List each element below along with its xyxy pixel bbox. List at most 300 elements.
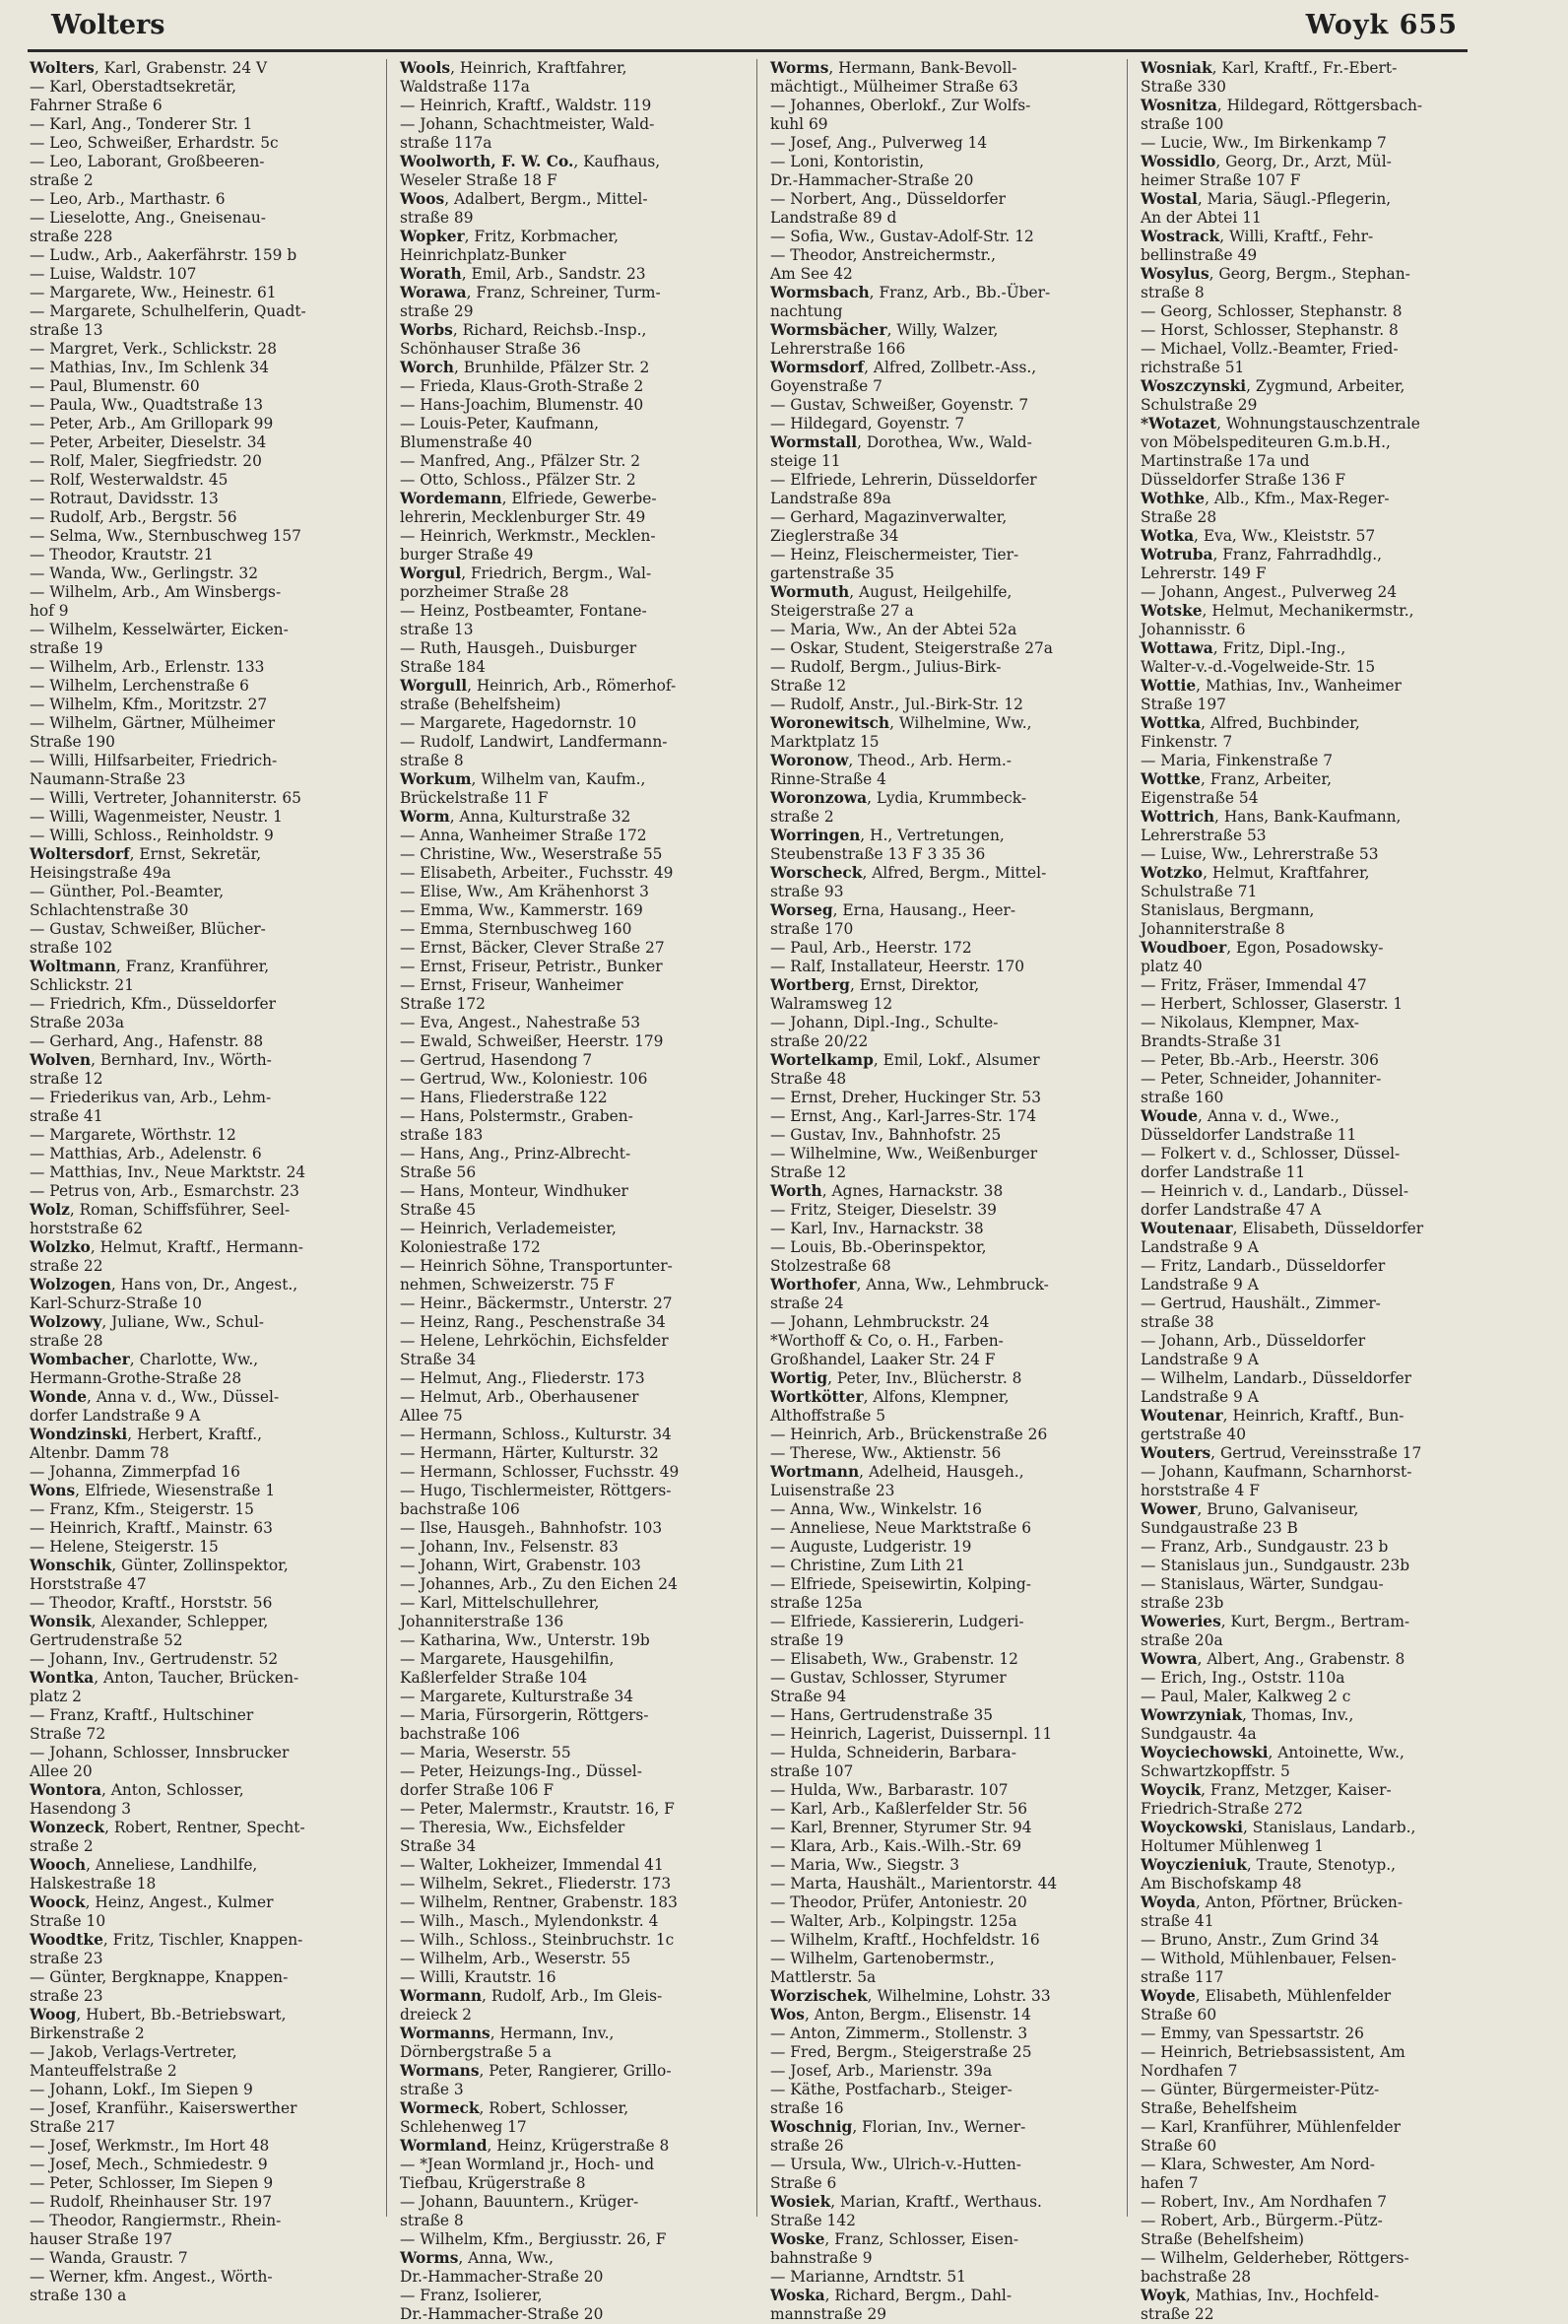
directory-line: Worgull, Heinrich, Arb., Römerhof- — [400, 677, 677, 695]
directory-line: Wortkötter, Alfons, Klempner, — [770, 1388, 1010, 1406]
directory-line: straße (Behelfsheim) — [400, 696, 561, 713]
directory-line: — Ernst, Dreher, Huckinger Str. 53 — [770, 1089, 1042, 1106]
directory-line: straße 23 — [30, 1987, 103, 2005]
directory-line: — Heinz, Rang., Peschenstraße 34 — [400, 1313, 666, 1331]
directory-line: Schlachtenstraße 30 — [30, 901, 189, 919]
directory-line: — Heinrich v. d., Landarb., Düssel- — [1141, 1182, 1409, 1200]
directory-line: Brückelstraße 11 F — [400, 789, 549, 807]
directory-line: — Robert, Arb., Bürgerm.-Pütz- — [1141, 2212, 1383, 2229]
directory-line: Straße 34 — [400, 1351, 477, 1368]
directory-line: straße 8 — [400, 752, 464, 769]
directory-line: — Wilhelm, Sekret., Fliederstr. 173 — [400, 1875, 672, 1892]
directory-line: Landstraße 89 d — [770, 209, 897, 227]
directory-line: Allee 20 — [30, 1762, 93, 1780]
directory-line: Straße 190 — [30, 733, 115, 751]
directory-line: — Heinrich Söhne, Transportunter- — [400, 1257, 673, 1275]
directory-line: — Ursula, Ww., Ulrich-v.-Hutten- — [770, 2156, 1021, 2173]
directory-line: straße 19 — [770, 1631, 844, 1649]
directory-line: — Rolf, Westerwaldstr. 45 — [30, 471, 229, 489]
directory-line: gertstraße 40 — [1141, 1426, 1246, 1443]
directory-line: Woolworth, F. W. Co., Kaufhaus, — [400, 153, 661, 170]
directory-line: straße 26 — [770, 2137, 844, 2155]
directory-line: Wortmann, Adelheid, Hausgeh., — [770, 1463, 1024, 1481]
directory-line: — Lucie, Ww., Im Birkenkamp 7 — [1141, 134, 1387, 152]
directory-line: Landstraße 9 A — [1141, 1238, 1259, 1256]
directory-line: Wonde, Anna v. d., Ww., Düssel- — [30, 1388, 280, 1406]
directory-line: Worm, Anna, Kulturstraße 32 — [400, 808, 631, 826]
directory-line: — Wilh., Schloss., Steinbruchstr. 1c — [400, 1931, 675, 1949]
directory-line: — Heinrich, Kraftf., Waldstr. 119 — [400, 97, 652, 114]
directory-line: straße 170 — [770, 920, 854, 938]
directory-line: — Ernst, Friseur, Petristr., Bunker — [400, 958, 663, 975]
directory-line: — Willi, Hilfsarbeiter, Friedrich- — [30, 752, 278, 769]
directory-line: — Wilhelm, Kesselwärter, Eicken- — [30, 621, 289, 638]
directory-line: — Ernst, Bäcker, Clever Straße 27 — [400, 939, 665, 957]
directory-line: — Josef, Arb., Marienstr. 39a — [770, 2062, 993, 2080]
directory-line: — Johanna, Zimmerpfad 16 — [30, 1463, 240, 1481]
directory-line: — Peter, Bb.-Arb., Heerstr. 306 — [1141, 1051, 1379, 1069]
directory-line: dreieck 2 — [400, 2006, 472, 2024]
directory-line: — Franz, Isolierer, — [400, 2287, 543, 2304]
directory-line: Wortelkamp, Emil, Lokf., Alsumer — [770, 1051, 1040, 1069]
directory-line: — Erich, Ing., Oststr. 110a — [1141, 1669, 1345, 1687]
directory-line: — Mathias, Inv., Im Schlenk 34 — [30, 359, 270, 376]
directory-line: straße 2 — [30, 171, 94, 189]
directory-line: — Franz, Kfm., Steigerstr. 15 — [30, 1500, 254, 1518]
directory-line: Worath, Emil, Arb., Sandstr. 23 — [400, 265, 646, 283]
directory-line: Straße 48 — [770, 1070, 847, 1088]
directory-line: — Johann, Arb., Düsseldorfer — [1141, 1332, 1366, 1350]
directory-line: Althoffstraße 5 — [770, 1407, 886, 1425]
directory-line: — Rudolf, Arb., Bergstr. 56 — [30, 508, 237, 526]
directory-line: — Wilhelm, Gärtner, Mülheimer — [30, 714, 276, 732]
directory-line: bachstraße 106 — [400, 1500, 520, 1518]
directory-line: Wortig, Peter, Inv., Blücherstr. 8 — [770, 1369, 1022, 1387]
directory-line: — Johannes, Oberlokf., Zur Wolfs- — [770, 97, 1031, 114]
directory-line: Wottie, Mathias, Inv., Wanheimer — [1141, 677, 1402, 695]
directory-line: Hasendong 3 — [30, 1800, 132, 1818]
directory-line: Worch, Brunhilde, Pfälzer Str. 2 — [400, 359, 650, 376]
directory-line: Woos, Adalbert, Bergm., Mittel- — [400, 190, 648, 208]
directory-line: Eigenstraße 54 — [1141, 789, 1259, 807]
directory-line: — Gustav, Schlosser, Styrumer — [770, 1669, 1007, 1687]
header-last-entry-page-number: Woyk 655 — [1305, 10, 1458, 40]
directory-line: — Gertrud, Ww., Koloniestr. 106 — [400, 1070, 648, 1088]
directory-line: — Klara, Arb., Kais.-Wilh.-Str. 69 — [770, 1837, 1022, 1855]
column-2 — [400, 59, 743, 2323]
directory-line: — Christine, Ww., Weserstraße 55 — [400, 845, 663, 863]
directory-line: — Gerhard, Ang., Hafenstr. 88 — [30, 1032, 264, 1050]
directory-line: Wottka, Alfred, Buchbinder, — [1141, 714, 1360, 732]
directory-line: Dr.-Hammacher-Straße 20 — [400, 2305, 604, 2323]
directory-line: — Karl, Mittelschullehrer, — [400, 1594, 600, 1612]
directory-line: Schwartzkopffstr. 5 — [1141, 1762, 1290, 1780]
directory-line: straße 20a — [1141, 1631, 1223, 1649]
directory-line: Straße 94 — [770, 1688, 847, 1705]
directory-line: — Wanda, Ww., Gerlingstr. 32 — [30, 564, 258, 582]
directory-line: Düsseldorfer Landstraße 11 — [1141, 1126, 1357, 1144]
directory-line: — Johann, Bauuntern., Krüger- — [400, 2193, 639, 2211]
directory-line: Dörnbergstraße 5 a — [400, 2043, 552, 2061]
directory-line: — Elfriede, Speisewirtin, Kolping- — [770, 1575, 1031, 1593]
directory-line: Straße 45 — [400, 1201, 477, 1219]
directory-line: — Johann, Inv., Felsenstr. 83 — [400, 1538, 619, 1556]
directory-line: — Anna, Wanheimer Straße 172 — [400, 827, 647, 844]
directory-line: — Günther, Pol.-Beamter, — [30, 883, 225, 900]
directory-line: — Josef, Mech., Schmiedestr. 9 — [30, 2156, 268, 2173]
directory-line: — Friedrich, Kfm., Düsseldorfer — [30, 995, 276, 1013]
directory-line: — Norbert, Ang., Düsseldorfer — [770, 190, 1006, 208]
directory-line: — Fritz, Landarb., Düsseldorfer — [1141, 1257, 1386, 1275]
directory-line: Finkenstr. 7 — [1141, 733, 1233, 751]
directory-line: straße 117 — [1141, 1968, 1224, 1986]
directory-line: — Heinr., Bäckermstr., Unterstr. 27 — [400, 1295, 673, 1312]
directory-line: Fahrner Straße 6 — [30, 97, 163, 114]
directory-line: — Klara, Schwester, Am Nord- — [1141, 2156, 1375, 2173]
directory-line: Hermann-Grothe-Straße 28 — [30, 1369, 242, 1387]
directory-line: — Marianne, Arndtstr. 51 — [770, 2268, 966, 2286]
directory-line: — Withold, Mühlenbauer, Felsen- — [1141, 1950, 1397, 1967]
directory-line: straße 22 — [1141, 2305, 1214, 2323]
directory-line: Workum, Wilhelm van, Kaufm., — [400, 770, 646, 788]
directory-line: — Katharina, Ww., Unterstr. 19b — [400, 1631, 650, 1649]
directory-line: Lehrerstraße 53 — [1141, 827, 1267, 844]
directory-line: Wontka, Anton, Taucher, Brücken- — [30, 1669, 299, 1687]
directory-line: kuhl 69 — [770, 115, 828, 133]
directory-line: Straße 142 — [770, 2212, 856, 2229]
directory-line: Dr.-Hammacher-Straße 20 — [770, 171, 974, 189]
directory-line: — Wilhelm, Arb., Am Winsbergs- — [30, 583, 282, 601]
directory-line: Johannisstr. 6 — [1141, 621, 1246, 638]
directory-line: — Emmy, van Spessartstr. 26 — [1141, 2025, 1364, 2042]
directory-line: Landstraße 9 A — [1141, 1276, 1259, 1294]
directory-line: bellinstraße 49 — [1141, 246, 1258, 264]
directory-line: Woycik, Franz, Metzger, Kaiser- — [1141, 1781, 1392, 1799]
directory-line: Wormanns, Hermann, Inv., — [400, 2025, 615, 2042]
header-first-entry: Wolters — [51, 10, 165, 40]
directory-line: — Hans, Polstermstr., Graben- — [400, 1107, 633, 1125]
directory-line: Wordemann, Elfriede, Gewerbe- — [400, 490, 657, 507]
directory-line: — Helene, Lehrköchin, Eichsfelder — [400, 1332, 669, 1350]
directory-line: straße 20/22 — [770, 1032, 869, 1050]
directory-line: — Stanislaus, Wärter, Sundgau- — [1141, 1575, 1384, 1593]
directory-line: — Wilhelm, Gartenobermstr., — [770, 1950, 995, 1967]
directory-line: — Johann, Angest., Pulverweg 24 — [1141, 583, 1398, 601]
column-divider — [1127, 59, 1128, 2217]
directory-line: Brandts-Straße 31 — [1141, 1032, 1283, 1050]
directory-line: — Karl, Oberstadtsekretär, — [30, 78, 236, 96]
directory-line: Woude, Anna v. d., Wwe., — [1141, 1107, 1339, 1125]
directory-line: Wonzeck, Robert, Rentner, Specht- — [30, 1819, 305, 1836]
directory-line: — Franz, Arb., Sundgaustr. 23 b — [1141, 1538, 1389, 1556]
directory-line: — Hermann, Härter, Kulturstr. 32 — [400, 1444, 659, 1462]
directory-line: Straße, Behelfsheim — [1141, 2099, 1297, 2117]
directory-line: — Josef, Kranführ., Kaiserswerther — [30, 2099, 297, 2117]
directory-line: — Heinrich, Kraftf., Mainstr. 63 — [30, 1519, 273, 1537]
directory-line: — Wilh., Masch., Mylendonkstr. 4 — [400, 1912, 659, 1930]
directory-line: — Theodor, Krautstr. 21 — [30, 546, 214, 564]
directory-line: — Heinrich, Verlademeister, — [400, 1220, 617, 1237]
directory-line: Martinstraße 17a und — [1141, 452, 1310, 470]
directory-line: Wothke, Alb., Kfm., Max-Reger- — [1141, 490, 1390, 507]
directory-line: — Karl, Inv., Harnackstr. 38 — [770, 1220, 984, 1237]
directory-line: Wosnitza, Hildegard, Röttgersbach- — [1141, 97, 1423, 114]
directory-line: Straße 72 — [30, 1725, 106, 1743]
directory-line: — Helmut, Arb., Oberhausener — [400, 1388, 639, 1406]
directory-line: bachstraße 106 — [400, 1725, 520, 1743]
directory-line: porzheimer Straße 28 — [400, 583, 569, 601]
directory-line: straße 183 — [400, 1126, 484, 1144]
directory-line: straße 2 — [30, 1837, 94, 1855]
directory-line: Worgul, Friedrich, Bergm., Wal- — [400, 564, 652, 582]
directory-line: Wottke, Franz, Arbeiter, — [1141, 770, 1332, 788]
directory-line: — Hildegard, Goyenstr. 7 — [770, 415, 965, 432]
directory-line: mächtigt., Mülheimer Straße 63 — [770, 78, 1018, 96]
directory-line: Woweries, Kurt, Bergm., Bertram- — [1141, 1613, 1410, 1630]
directory-line: — Leo, Laborant, Großbeeren- — [30, 153, 265, 170]
directory-line: Sundgaustr. 4a — [1141, 1725, 1257, 1743]
directory-line: — Maria, Ww., Siegstr. 3 — [770, 1856, 960, 1874]
directory-line: — Willi, Krautstr. 16 — [400, 1968, 556, 1986]
directory-line: straße 12 — [30, 1070, 103, 1088]
directory-line: horststraße 62 — [30, 1220, 144, 1237]
directory-line: — Margarete, Wörthstr. 12 — [30, 1126, 236, 1144]
directory-line: Tiefbau, Krügerstraße 8 — [400, 2174, 586, 2192]
directory-line: — Gertrud, Haushält., Zimmer- — [1141, 1295, 1381, 1312]
directory-line: Karl-Schurz-Straße 10 — [30, 1295, 202, 1312]
directory-line: — Folkert v. d., Schlosser, Düssel- — [1141, 1145, 1401, 1162]
directory-line: — Paul, Blumenstr. 60 — [30, 377, 200, 395]
header-rule — [28, 49, 1468, 52]
directory-line: heimer Straße 107 F — [1141, 171, 1301, 189]
directory-line: — Wilhelm, Kfm., Bergiusstr. 26, F — [400, 2230, 667, 2248]
directory-line: — Peter, Schneider, Johanniter- — [1141, 1070, 1382, 1088]
directory-line: Naumann-Straße 23 — [30, 770, 186, 788]
directory-line: — Josef, Ang., Pulverweg 14 — [770, 134, 988, 152]
directory-line: dorfer Landstraße 11 — [1141, 1163, 1306, 1181]
directory-line: — Margarete, Hausgehilfin, — [400, 1650, 615, 1668]
directory-line: — Hulda, Schneiderin, Barbara- — [770, 1744, 1016, 1761]
directory-line: Woutenaar, Elisabeth, Düsseldorfer — [1141, 1220, 1424, 1237]
directory-line: — Elfriede, Lehrerin, Düsseldorfer — [770, 471, 1037, 489]
directory-line: straße 19 — [30, 639, 103, 657]
directory-line: Zieglerstraße 34 — [770, 527, 899, 545]
directory-line: — Hans-Joachim, Blumenstr. 40 — [400, 396, 644, 414]
directory-line: Goyenstraße 7 — [770, 377, 882, 395]
directory-line: — Michael, Vollz.-Beamter, Fried- — [1141, 340, 1399, 358]
directory-line: Straße 184 — [400, 658, 486, 676]
directory-line: straße 107 — [770, 1762, 854, 1780]
directory-line: steige 11 — [770, 452, 841, 470]
directory-line: — Wanda, Graustr. 7 — [30, 2249, 188, 2267]
directory-line: — Margarete, Schulhelferin, Quadt- — [30, 302, 306, 320]
directory-line: — Peter, Arb., Am Grillopark 99 — [30, 415, 274, 432]
directory-line: Stanislaus, Bergmann, — [1141, 901, 1315, 919]
directory-line: straße 28 — [30, 1332, 103, 1350]
directory-line: Worms, Anna, Ww., — [400, 2249, 554, 2267]
directory-line: straße 29 — [400, 302, 474, 320]
directory-line: — Theodor, Rangiermstr., Rhein- — [30, 2212, 282, 2229]
directory-line: mannstraße 29 — [770, 2305, 887, 2323]
directory-line: — Hermann, Schlosser, Fuchsstr. 49 — [400, 1463, 680, 1481]
directory-line: Wormeck, Robert, Schlosser, — [400, 2099, 629, 2117]
directory-line: Wostrack, Willi, Kraftf., Fehr- — [1141, 228, 1374, 245]
directory-line: Woyk, Mathias, Inv., Hochfeld- — [1141, 2287, 1380, 2304]
directory-line: Johanniterstraße 8 — [1141, 920, 1285, 938]
directory-line: Düsseldorfer Straße 136 F — [1141, 471, 1346, 489]
directory-line: — Margret, Verk., Schlickstr. 28 — [30, 340, 278, 358]
directory-line: Worseg, Erna, Hausang., Heer- — [770, 901, 1016, 919]
directory-line: — Ruth, Hausgeh., Duisburger — [400, 639, 637, 657]
directory-line: — Fritz, Fräser, Immendal 47 — [1141, 976, 1367, 994]
directory-line: bahnstraße 9 — [770, 2249, 873, 2267]
directory-line: Manteuffelstraße 2 — [30, 2062, 177, 2080]
directory-line: — Georg, Schlosser, Stephanstr. 8 — [1141, 302, 1403, 320]
directory-line: — Wilhelmine, Ww., Weißenburger — [770, 1145, 1038, 1162]
directory-line: straße 22 — [30, 1257, 103, 1275]
directory-line: straße 160 — [1141, 1089, 1224, 1106]
directory-line: Woudboer, Egon, Posadowsky- — [1141, 939, 1384, 957]
directory-line: — Heinrich, Betriebsassistent, Am — [1141, 2043, 1405, 2061]
directory-line: Wormuth, August, Heilgehilfe, — [770, 583, 1013, 601]
directory-line: Straße 203a — [30, 1014, 125, 1031]
directory-line: — Elisabeth, Arbeiter., Fuchsstr. 49 — [400, 864, 674, 882]
directory-line: Straße 197 — [1141, 696, 1226, 713]
directory-line: — Hermann, Schloss., Kulturstr. 34 — [400, 1426, 672, 1443]
directory-line: Wouters, Gertrud, Vereinsstraße 17 — [1141, 1444, 1422, 1462]
directory-line: — Gustav, Inv., Bahnhofstr. 25 — [770, 1126, 1002, 1144]
directory-line: — Margarete, Kulturstraße 34 — [400, 1688, 634, 1705]
directory-line: — Maria, Fürsorgerin, Röttgers- — [400, 1706, 649, 1724]
directory-line: Am Bischofskamp 48 — [1141, 1875, 1302, 1892]
directory-line: Wosiek, Marian, Kraftf., Werthaus. — [770, 2193, 1042, 2211]
directory-line: straße 23b — [1141, 1594, 1224, 1612]
directory-line: Wolzogen, Hans von, Dr., Angest., — [30, 1276, 298, 1294]
directory-line: Wolzowy, Juliane, Ww., Schul- — [30, 1313, 264, 1331]
directory-line: Wondzinski, Herbert, Kraftf., — [30, 1426, 263, 1443]
directory-line: Weseler Straße 18 F — [400, 171, 557, 189]
directory-line: — Hans, Fliederstraße 122 — [400, 1089, 608, 1106]
directory-line: Wooch, Anneliese, Landhilfe, — [30, 1856, 258, 1874]
directory-line: straße 100 — [1141, 115, 1224, 133]
directory-line: Wopker, Fritz, Korbmacher, — [400, 228, 619, 245]
directory-line: Dr.-Hammacher-Straße 20 — [400, 2268, 604, 2286]
directory-line: — Wilhelm, Gelderheber, Röttgers- — [1141, 2249, 1409, 2267]
directory-line: Woyczieniuk, Traute, Stenotyp., — [1141, 1856, 1396, 1874]
directory-line: Woutenar, Heinrich, Kraftf., Bun- — [1141, 1407, 1405, 1425]
directory-line: straße 8 — [400, 2212, 464, 2229]
directory-line: — Margarete, Hagedornstr. 10 — [400, 714, 637, 732]
directory-line: — Horst, Schlosser, Stephanstr. 8 — [1141, 321, 1399, 339]
directory-line: — Wilhelm, Lerchenstraße 6 — [30, 677, 249, 695]
directory-line: — Ludw., Arb., Aakerfährstr. 159 b — [30, 246, 297, 264]
directory-line: — Johann, Schachtmeister, Wald- — [400, 115, 655, 133]
directory-line: Woyckowski, Stanislaus, Landarb., — [1141, 1819, 1416, 1836]
directory-line: Woltmann, Franz, Kranführer, — [30, 958, 270, 975]
directory-line: Großhandel, Laaker Str. 24 F — [770, 1351, 996, 1368]
directory-line: — Leo, Schweißer, Erhardstr. 5c — [30, 134, 279, 152]
directory-line: Marktplatz 15 — [770, 733, 880, 751]
directory-line: Woszczynski, Zygmund, Arbeiter, — [1141, 377, 1405, 395]
directory-line: Rinne-Straße 4 — [770, 770, 886, 788]
directory-line: — Fred, Bergm., Steigerstraße 25 — [770, 2043, 1032, 2061]
directory-line: — Walter, Lokheizer, Immendal 41 — [400, 1856, 664, 1874]
directory-line: nachtung — [770, 302, 843, 320]
directory-line: hof 9 — [30, 602, 69, 620]
directory-line: — Loni, Kontoristin, — [770, 153, 925, 170]
directory-line: — Hulda, Ww., Barbarastr. 107 — [770, 1781, 1009, 1799]
directory-line: — Gustav, Schweißer, Goyenstr. 7 — [770, 396, 1029, 414]
directory-line: — Jakob, Verlags-Vertreter, — [30, 2043, 237, 2061]
directory-line: Worth, Agnes, Harnackstr. 38 — [770, 1182, 1004, 1200]
directory-line: Landstraße 89a — [770, 490, 891, 507]
directory-line: — Frieda, Klaus-Groth-Straße 2 — [400, 377, 644, 395]
directory-line: nehmen, Schweizerstr. 75 F — [400, 1276, 615, 1294]
directory-line: Woodtke, Fritz, Tischler, Knappen- — [30, 1931, 303, 1949]
directory-line: straße 130 a — [30, 2287, 127, 2304]
directory-line: Wossidlo, Georg, Dr., Arzt, Mül- — [1141, 153, 1392, 170]
directory-line: Birkenstraße 2 — [30, 2025, 145, 2042]
directory-line: Koloniestraße 172 — [400, 1238, 541, 1256]
directory-line: Straße 28 — [1141, 508, 1217, 526]
directory-line: — Johann, Schlosser, Innsbrucker — [30, 1744, 290, 1761]
directory-line: straße 13 — [400, 621, 474, 638]
directory-line: — Peter, Malermstr., Krautstr. 16, F — [400, 1800, 675, 1818]
directory-line: — Heinrich, Lagerist, Duissernpl. 11 — [770, 1725, 1053, 1743]
directory-line: Mattlerstr. 5a — [770, 1968, 877, 1986]
directory-line: — Gerhard, Magazinverwalter, — [770, 508, 1008, 526]
directory-line: — Peter, Schlosser, Im Siepen 9 — [30, 2174, 274, 2192]
directory-line: dorfer Landstraße 9 A — [30, 1407, 201, 1425]
directory-line: Wools, Heinrich, Kraftfahrer, — [400, 59, 627, 77]
directory-line: Straße 56 — [400, 1163, 477, 1181]
directory-line: Wolven, Bernhard, Inv., Wörth- — [30, 1051, 272, 1069]
directory-line: — Peter, Heizungs-Ing., Düssel- — [400, 1762, 642, 1780]
directory-line: — Otto, Schloss., Pfälzer Str. 2 — [400, 471, 636, 489]
directory-line: Heinrichplatz-Bunker — [400, 246, 566, 264]
directory-line: — Maria, Finkenstraße 7 — [1141, 752, 1334, 769]
directory-line: straße 117a — [400, 134, 492, 152]
directory-line: Woyciechowski, Antoinette, Ww., — [1141, 1744, 1405, 1761]
directory-line: Woltersdorf, Ernst, Sekretär, — [30, 845, 262, 863]
directory-line: — Heinz, Fleischermeister, Tier- — [770, 546, 1019, 564]
directory-line: — Margarete, Ww., Heinestr. 61 — [30, 284, 277, 301]
directory-line: — Leo, Arb., Marthastr. 6 — [30, 190, 226, 208]
directory-line: straße 16 — [770, 2099, 844, 2117]
directory-line: — Manfred, Ang., Pfälzer Str. 2 — [400, 452, 641, 470]
directory-line: Johanniterstraße 136 — [400, 1613, 564, 1630]
directory-line: gartenstraße 35 — [770, 564, 895, 582]
directory-line: — Gustav, Schweißer, Blücher- — [30, 920, 266, 938]
directory-line: Schulstraße 29 — [1141, 396, 1258, 414]
directory-line: straße 8 — [1141, 284, 1205, 301]
directory-line: Straße 330 — [1141, 78, 1226, 96]
directory-line: — Peter, Arbeiter, Dieselstr. 34 — [30, 433, 267, 451]
column-divider — [386, 59, 387, 2217]
directory-line: *Worthoff & Co, o. H., Farben- — [770, 1332, 1004, 1350]
directory-line: An der Abtei 11 — [1141, 209, 1262, 227]
directory-line: Wosylus, Georg, Bergm., Stephan- — [1141, 265, 1410, 283]
directory-line: Wotzko, Helmut, Kraftfahrer, — [1141, 864, 1370, 882]
directory-line: — Theodor, Kraftf., Horststr. 56 — [30, 1594, 273, 1612]
directory-line: Wottawa, Fritz, Dipl.-Ing., — [1141, 639, 1346, 657]
directory-line: Straße 217 — [30, 2118, 115, 2136]
directory-line: Straße 6 — [770, 2174, 837, 2192]
directory-line: — Willi, Wagenmeister, Neustr. 1 — [30, 808, 283, 826]
directory-line: Wos, Anton, Bergm., Elisenstr. 14 — [770, 2006, 1031, 2024]
directory-line: — Rudolf, Landwirt, Landfermann- — [400, 733, 668, 751]
directory-line: Wonsik, Alexander, Schlepper, — [30, 1613, 269, 1630]
